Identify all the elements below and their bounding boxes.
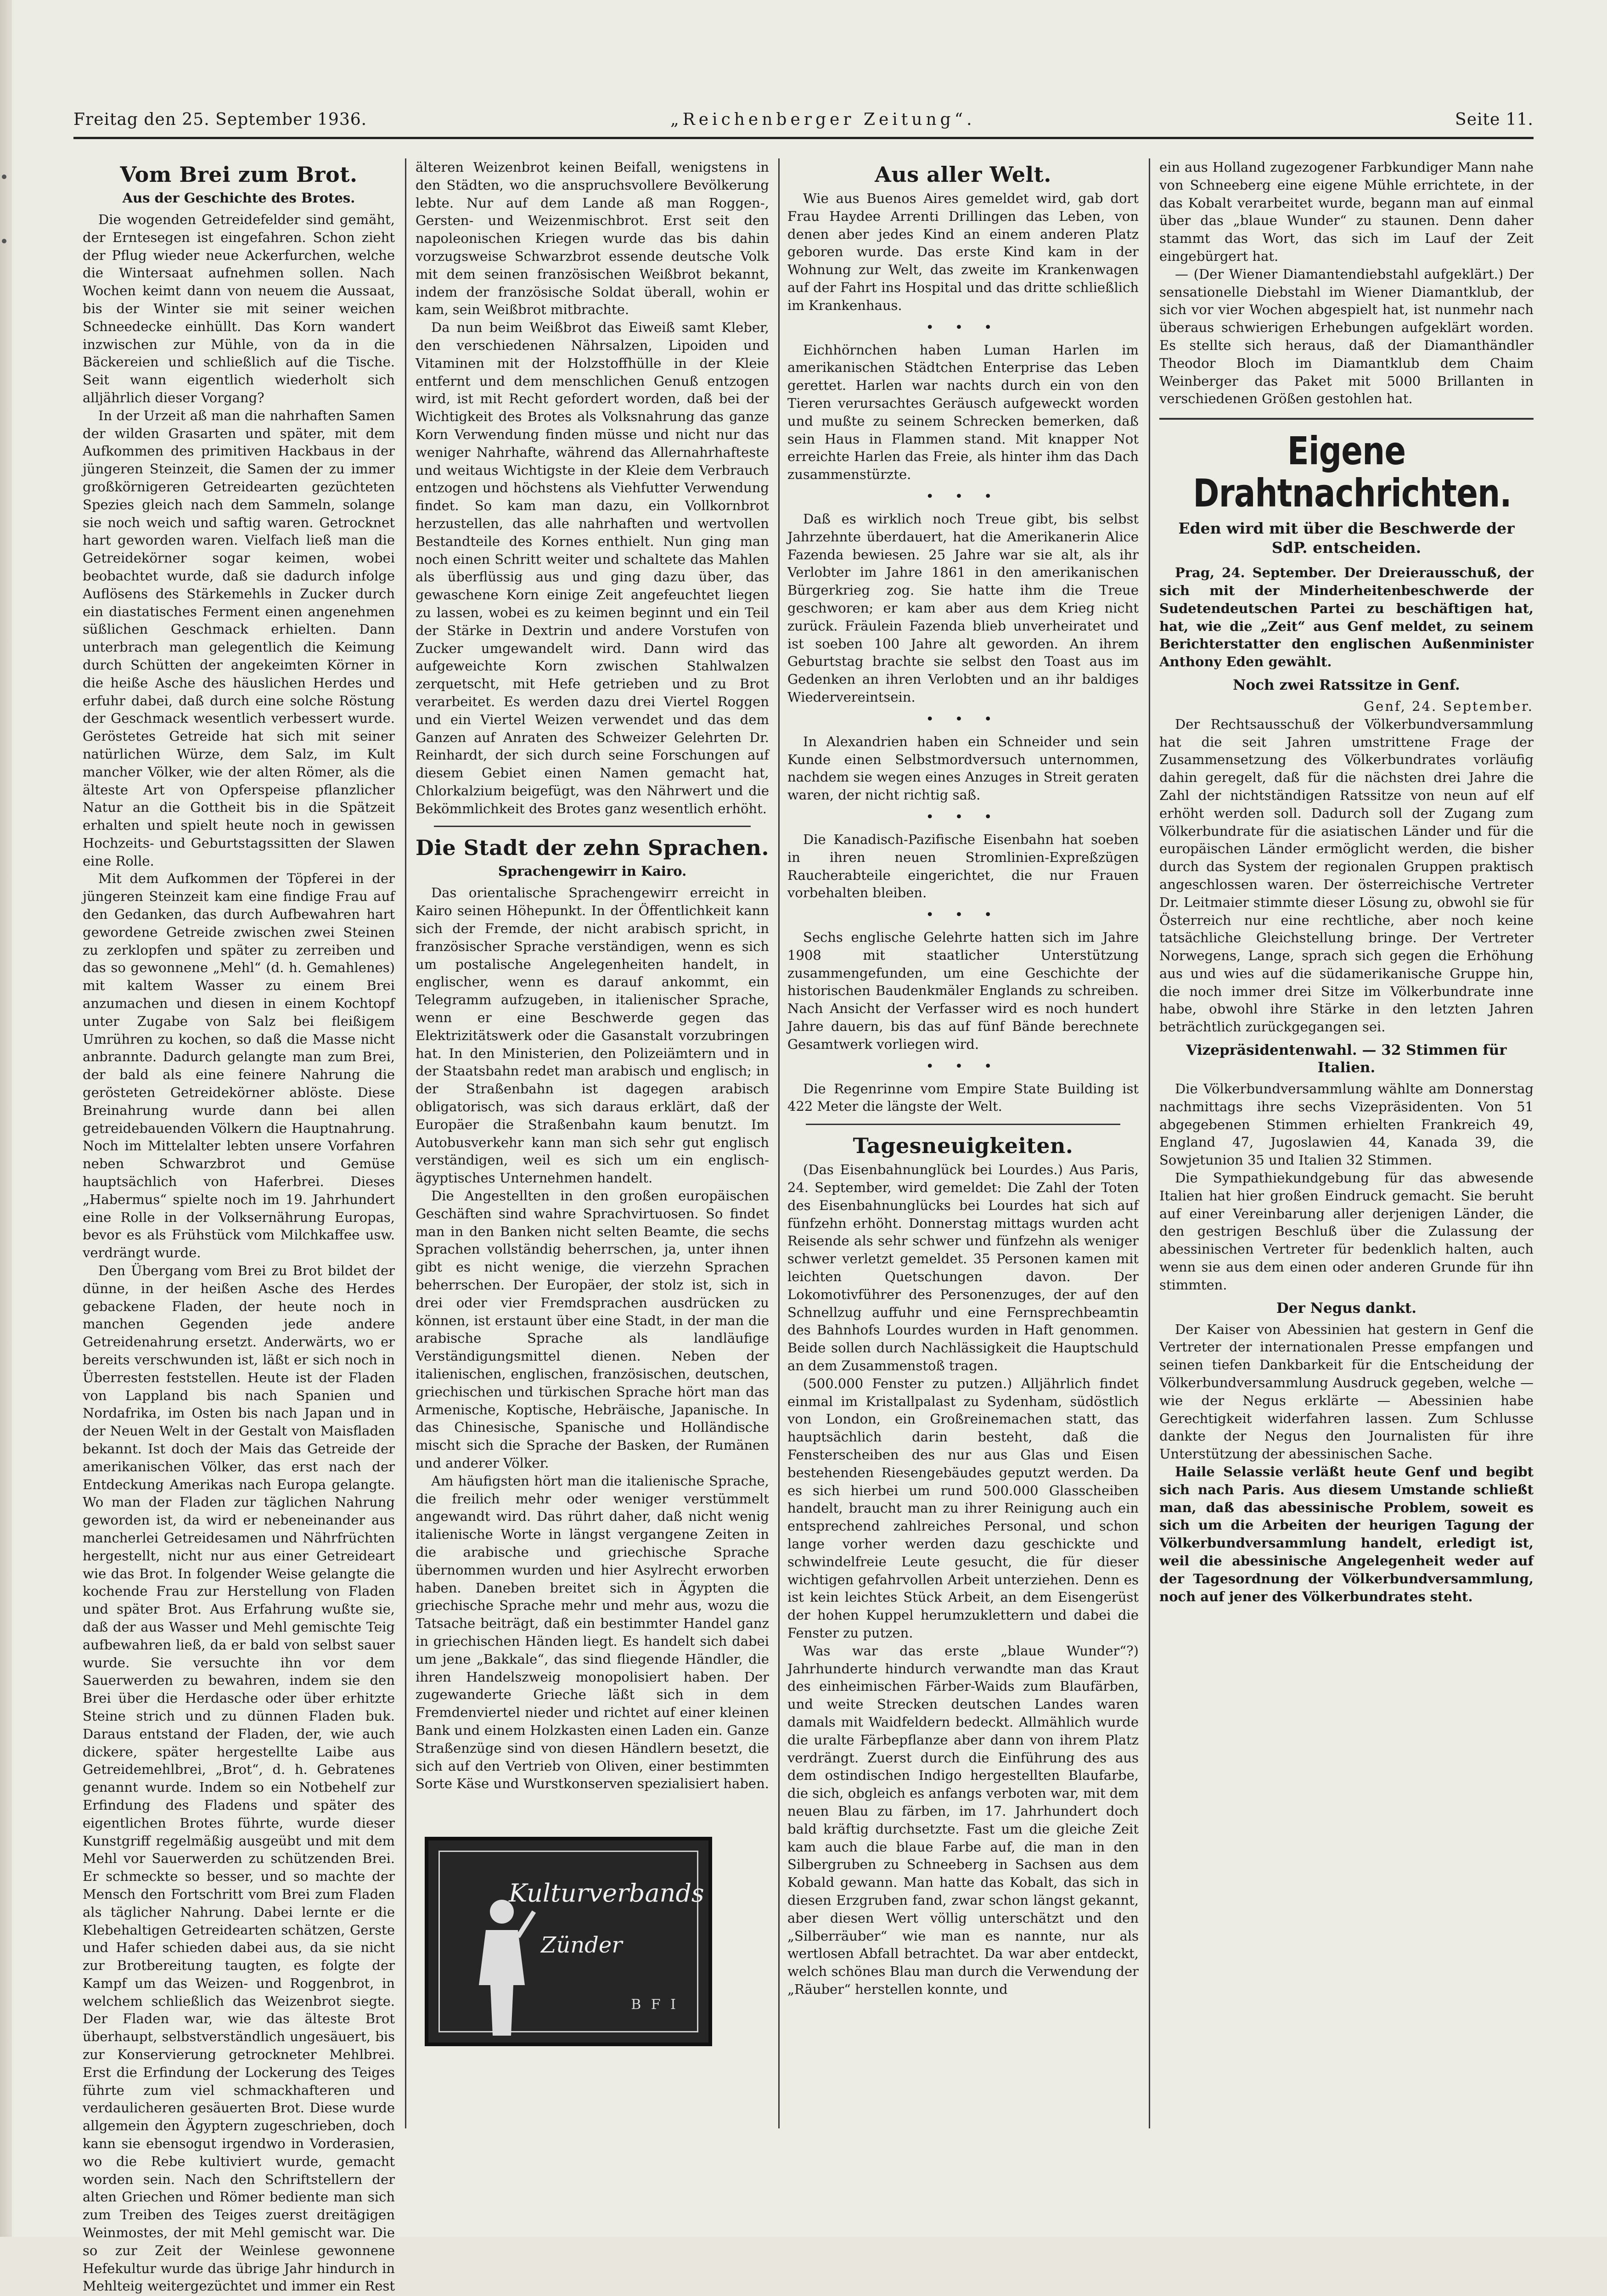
newspaper-name: „Reichenberger Zeitung“. bbox=[670, 110, 976, 129]
section-rule bbox=[434, 826, 751, 827]
paragraph: Die Sympathiekundgebung für das abwesende Italien hat hier großen Eindruck gemacht. Sie beruht auf einer Vereinbarung aller derjenigen Länder, die den gestrigen Beschluß über die Zulassung der abessinischen Vertreter für bedenklich halten, auch wenn sie aus dem einen oder anderen Grunde für ihn stimmten. bbox=[1159, 1170, 1534, 1293]
section-rule bbox=[806, 1124, 1120, 1125]
separator: • • • bbox=[926, 488, 1000, 505]
news-item: Wie aus Buenos Aires gemeldet wird, gab dort Frau Haydee Arrenti Drillingen das Leben, von denen aber jedes Kind an einem anderen Platz geboren wurde. Das erste Kind kam in der Wohnung zur Welt, das zweite im Krankenwagen auf der Fahrt ins Hospital und das dritte schließlich im Krankenhaus. bbox=[787, 191, 1139, 313]
paragraph: In der Urzeit aß man die nahrhaften Samen der wilden Grasarten und später, mit dem Aufkommen des primitiven Hackbaus in der jüngeren Steinzeit, die Samen der zu immer großkörnigeren Getreidearten gezüchteten Spezies gleich nach dem Sammeln, solange sie noch weich und saftig waren. Getrocknet hart geworden waren. Vielfach ließ man die Getreidekörner sogar keimen, wobei beobachtet wurde, daß sie dadurch infolge Auflösens des Stärkemehls in Zucker durch ein diastatisches Ferment einen angenehmen süßlichen Geschmack erhielten. Dann unterbrach man gelegentlich die Keimung durch Schütten der angekeimten Körner in die heiße Asche des häuslichen Herdes und erfuhr dabei, daß durch eine solche Röstung der Geschmack wesentlich verbessert wurde. Geröstetes Getreide hat sich mit seiner natürlichen Würze, dem Salz, im Kult mancher Völker, wie der alten Römer, als die älteste Art von Opferspeise pflanzlicher Natur an die Gottheit bis in die Spätzeit erhalten und spielt heute noch in gewissen Hochzeits- und Geburtstagssitten der Slawen eine Rolle. bbox=[83, 407, 395, 869]
header-rule bbox=[73, 137, 1534, 139]
column-1 bbox=[83, 158, 395, 2294]
section-headline: Eigene Drahtnachrichten. bbox=[1193, 428, 1511, 516]
paragraph: Die Angestellten in den großen europäischen Geschäften sind wahre Sprachvirtuosen. So findet man in den Banken nicht selten Beamte, die sechs Sprachen vollständig beherrschen, ja, unter ihnen gibt es nicht wenige, die vierzehn Sprachen beherrschen. Der Europäer, der stolz ist, sich in drei oder vier Fremdsprachen ausdrücken zu können, ist erstaunt über eine Stadt, in der man die arabische Sprache als landläufige Verständigungsmittel dienen. Neben der italienischen, englischen, französischen, deutschen, griechischen und türkischen Sprache hört man das Armenische, Koptische, Hebräische, Japanische. In das Chinesische, Spanische und Holländische mischt sich die Sprache der Basken, der Rumänen und anderer Völker. bbox=[416, 1188, 769, 1471]
paragraph: Den Übergang vom Brei zu Brot bildet der dünne, in der heißen Asche des Herdes gebackene Fladen, der heute noch in manchen Gegenden jede andere Getreidenahrung ersetzt. Anderwärts, wo er bereits verschwunden ist, läßt er sich noch in Überresten feststellen. Heute ist der Fladen von Lappland bis nach Spanien und Nordafrika, im Osten bis nach Japan und in der Neuen Welt in der Gestalt von Maisfladen bekannt. Ist doch der Mais das Getreide der amerikanischen Völker, das erst nach der Entdeckung Amerikas nach Europa gelangte. Wo man der Fladen zur täglichen Nahrung geworden ist, da wird er nebeneinander aus mancherlei Getreidesamen und Nährfrüchten hergestellt, nicht nur aus einer Getreideart wie das Brot. In folgender Weise gelangte die kochende Frau zur Herstellung von Fladen und später Brot. Aus Erfahrung wußte sie, daß der aus Wasser und Mehl gemischte Teig aufbewahren ließ, da er bald von selbst sauer wurde. Sie versuchte ihn vor dem Sauerwerden zu bewahren, indem sie den Brei über die Herdasche oder über erhitzte Steine strich und zu dünnen Fladen buk. Daraus entstand der Fladen, der, wie auch dickere, später hergestellte Laibe aus Getreidemehlbrei, „Brot“, d. h. Gebratenes genannt wurde. Indem so ein Notbehelf zur Erfindung des Fladens und später des eigentlichen Brotes führte, wurde dieser Kunstgriff regelmäßig ausgeübt und mit dem Mehl vor Sauerwerden zu schützenden Brei. Er schmeckte so besser, und so machte der Mensch den Fortschritt vom Brei zum Fladen als täglicher Nahrung. Dabei lernte er die Klebehaltigen Getreidearten schätzen, Gerste und Hafer schieden dabei aus, da sie nicht zur Brotbereitung taugten, es folgte der Kampf um das Weizen- und Roggenbrot, in welchem schließlich das Weizenbrot siegte. Der Fladen war, wie das älteste Brot überhaupt, selbstverständlich ungesäuert, bis zur Konservierung getrockneter Mehlbrei. Erst die Erfindung der Lockerung des Teiges führte zum viel schmackhafteren und verdaulicheren gesäuerten Brot. Diese wurde allgemein den Ägyptern zugeschrieben, doch kann sie ebensogut irgendwo in Vorderasien, wo die Rebe kultiviert wurde, gemacht worden sein. Nach den Schriftstellern der alten Griechen und Römer bediente man sich zum Treiben des Teiges zuerst dreitägigen Weinmostes, der mit Mehl gemischt war. Die so zur Zeit der Weinlese gewonnene Hefekultur wurde das übrige Jahr hindurch in Mehlteig weitergezüchtet und immer ein Rest bbox=[83, 1263, 395, 2294]
paragraph: Die wogenden Getreidefelder sind gemäht, der Erntesegen ist eingefahren. Schon zieht der Pflug wieder neue Ackerfurchen, welche die Wintersaat aufnehmen sollen. Nach Wochen keimt dann von neuem die Aussaat, bis der Winter sie mit seiner weichen Schneedecke einhüllt. Das Korn wandert inzwischen zur Mühle, von da in die Bäckereien und schließlich auf die Tische. Seit wann eigentlich wiederholt sich alljährlich dieser Vorgang? bbox=[83, 212, 395, 405]
paragraph: Da nun beim Weißbrot das Eiweiß samt Kleber, den verschiedenen Nährsalzen, Lipoiden und Vitaminen mit der Holzstoffhülle in der Kleie entfernt und dem menschlichen Genuß entzogen wird, ist mit Recht gefordert worden, daß bei der Wichtigkeit des Brotes als Volksnahrung das ganze Korn Verwendung finden müsse und nicht nur das weniger Nahrhafte, während das Allernahrhafteste und weitaus Wichtigste in der Kleie dem Verbrauch entzogen und höchstens als Viehfutter Verwendung findet. So kam man dazu, ein Vollkornbrot herzustellen, das alle nahrhaften und wertvollen Bestandteile des Kornes enthielt. Nun ging man noch einen Schritt weiter und schaltete das Mahlen als überflüssig aus und ging dazu über, das gewaschene Korn einige Zeit angefeuchtet liegen zu lassen, wobei es zu keimen beginnt und ein Teil der Stärke in Dextrin und andere Vorstufen von Zucker umgewandelt wird. Dann wird das aufgeweichte Korn zwischen Stahlwalzen zerquetscht, mit Hefe getrieben und zu Brot verarbeitet. Es werden dazu drei Viertel Roggen und ein Viertel Weizen verwendet und das dem Ganzen auf Anraten des Schweizer Gelehrten Dr. Reinhardt, der sich durch seine Forschungen auf diesem Gebiet einen Namen gemacht hat, Chlorkalzium beigefügt, was den Nährwert und die Bekömmlichkeit des Brotes ganz wesentlich erhöht. bbox=[416, 320, 769, 816]
news-item: Die Kanadisch-Pazifische Eisenbahn hat soeben in ihren neuen Stromlinien-Expreßzügen Raucherabteile eingerichtet, die nur Frauen vorbehalten bleiben. bbox=[787, 831, 1139, 901]
paragraph: — (Der Wiener Diamantendiebstahl aufgeklärt.) Der sensationelle Diebstahl im Wiener Diamantklub, der sich vor vier Wochen abgespielt hat, ist nunmehr nach überaus schwierigen Erhebungen aufgeklärt worden. Es stellte sich heraus, daß der Diamanthändler Theodor Bloch im Diamantklub dem Chaim Weinberger das Paket mit 5000 Brillanten in verschiedenen Größen gestohlen hat. bbox=[1159, 266, 1534, 407]
paragraph: Mit dem Aufkommen der Töpferei in der jüngeren Steinzeit kam eine findige Frau auf den Gedanken, das durch Aufbewahren hart gewordene Getreide zwischen zwei Steinen zu zerklopfen und später zu zerreiben und das so gewonnene „Mehl“ (d. h. Gemahlenes) mit kaltem Wasser zu einem Brei anzumachen und diesen in einem Kochtopf unter Zugabe von Salz bei fleißigem Umrühren zu kochen, so daß die Masse nicht anbrannte. Dadurch gelangte man zum Brei, der bald als eine feinere Nahrung die gerösteten Getreidekörner ablöste. Diese Breinahrung wurde dann bei allen getreidebauenden Völkern die Hauptnahrung. Noch im Mittelalter lebten unsere Vorfahren neben Schwarzbrot und Gemüse hauptsächlich von Haferbrei. Dieses „Habermus“ spielte noch im 19. Jahrhundert eine Rolle in der Volksernährung Europas, bevor es als Frühstück vom Milchkaffee usw. verdrängt wurde. bbox=[83, 871, 395, 1261]
advertisement bbox=[425, 1837, 712, 2046]
paragraph: Prag, 24. September. Der Dreierausschuß, der sich mit der Minderheitenbeschwerde der Sudetendeutschen Partei zu beschäftigen hat, hat, wie die „Zeit“ aus Genf meldet, zu seinem Berichterstatter den englischen Außenminister Anthony Eden gewählt. bbox=[1159, 565, 1534, 670]
article-title: Vizepräsidentenwahl. — 32 Stimmen für Italien. bbox=[1186, 1042, 1507, 1076]
paragraph: Das orientalische Sprachengewirr erreicht in Kairo seinen Höhepunkt. In der Öffentlichkeit kann sich der Fremde, der nicht arabisch spricht, in französischer Sprache verständigen, wenn es sich um postalische Angelegenheiten handelt, in englischer, wenn es darauf ankommt, ein Telegramm aufzugeben, in italienischer Sprache, wenn er eine Beschwerde gegen das Elektrizitätswerk oder die Gasanstalt vorzubringen hat. In den Ministerien, den Polizeiämtern und in der Staatsbahn redet man arabisch und englisch; in der Straßenbahn ist dagegen arabisch obligatorisch, was sich daraus erklärt, daß der Europäer die Straßenbahn kaum benutzt. Im Autobusverkehr kann man sich sehr gut englisch verständigen, weil es sich um ein englisch-ägyptisches Unternehmen handelt. bbox=[416, 885, 769, 1186]
news-item: Die Regenrinne vom Empire State Building ist 422 Meter die längste der Welt. bbox=[787, 1080, 1139, 1114]
article-subtitle: Eden wird mit über die Beschwerde der SdP. entscheiden. bbox=[1178, 519, 1515, 557]
article-title: Noch zwei Ratssitze in Genf. bbox=[1233, 676, 1460, 693]
news-item: In Alexandrien haben ein Schneider und sein Kunde einen Selbstmordversuch unternommen, nachdem sie wegen eines Anzuges in Streit geraten waren, der nicht richtig saß. bbox=[787, 733, 1139, 803]
paragraph: älteren Weizenbrot keinen Beifall, wenigstens in den Städten, wo die anspruchsvollere Bevölkerung lebte. Nur auf dem Lande aß man Roggen-, Gersten- und Weizenmischbrot. Erst seit den napoleonischen Kriegen wurde das bis dahin vorzugsweise Schwarzbrot essende deutsche Volk mit dem seinen französischen Weißbrot bekannt, indem der französische Soldat überall, wohin er kam, sein Weißbrot mitbrachte. bbox=[416, 159, 769, 318]
article-title: Vom Brei zum Brot. bbox=[120, 162, 358, 187]
news-item: Daß es wirklich noch Treue gibt, bis selbst Jahrzehnte überdauert, hat die Amerikanerin Alice Fazenda bewiesen. 25 Jahre war sie alt, als ihr Verlobter im Jahre 1861 in den amerikanischen Bürgerkrieg zog. Sie hatte ihm die Treue geschworen; er kam aber aus dem Krieg nicht zurück. Fräulein Fazenda blieb unverheiratet und ist soeben 100 Jahre alt geworden. An ihrem Geburtstag brachte sie selbst den Toast aus im Gedenken an ihren Verlobten und an ihr baldiges Wiedervereintsein. bbox=[787, 511, 1139, 705]
news-item: Eichhörnchen haben Luman Harlen im amerikanischen Städtchen Enterprise das Leben gerettet. Harlen war nachts durch ein von den Tieren verursachtes Geräusch aufgeweckt worden und mußte zu seinem Schrecken bemerken, daß sein Haus in Flammen stand. Mit knapper Not erreichte Harlen das Freie, als hinter ihm das Dach zusammenstürzte. bbox=[787, 342, 1139, 483]
ad-brand: B F I bbox=[631, 1997, 679, 2013]
column-divider bbox=[405, 158, 406, 2128]
page-number: Seite 11. bbox=[1455, 110, 1534, 129]
article-title: Der Negus dankt. bbox=[1276, 1300, 1417, 1317]
article-subtitle: Sprachengewirr in Kairo. bbox=[498, 863, 687, 879]
article-title: Aus aller Welt. bbox=[875, 162, 1051, 187]
paragraph: Am häufigsten hört man die italienische Sprache, die freilich mehr oder weniger verstümmelt angewandt wird. Das rührt daher, daß nicht wenig italienische Worte in längst vergangene Zeiten in die arabische und griechische Sprache übernommen wurden und hier Asylrecht erworben haben. Daneben breitet sich in Ägypten die griechische Sprache mehr und mehr aus, wozu die Tatsache beiträgt, daß ein bestimmter Handel ganz in griechischen Händen liegt. Es handelt sich dabei um jene „Bakkale“, das sind fliegende Händler, die ihren Handelszweig monopolisiert haben. Der zugewanderte Grieche läßt sich in dem Fremdenviertel nieder und richtet auf einer kleinen Bank und einem Holzkasten einen Laden ein. Ganze Straßenzüge sind von diesen Händlern besetzt, die sich auf den Vertrieb von Oliven, einer bestimmten Sorte Käse und Wurstkonserven spezialisiert haben. bbox=[416, 1473, 769, 1792]
masthead bbox=[73, 110, 1534, 138]
column-divider bbox=[1149, 158, 1150, 2128]
section-title: Tagesneuigkeiten. bbox=[853, 1133, 1073, 1159]
paragraph: ein aus Holland zugezogener Farbkundiger Mann nahe von Schneeberg eine eigene Mühle errichtete, in der das Kobalt verarbeitet wurde, begann man auf einmal über das „blaue Wunder“ zu staunen. Denn daher stammt das Wort, das sich im Lauf der Zeit eingebürgert hat. bbox=[1159, 159, 1534, 264]
binding-hole bbox=[2, 239, 6, 243]
column-2 bbox=[416, 158, 769, 1821]
ad-frame bbox=[438, 1851, 704, 2032]
dateline: Genf, 24. September. bbox=[1363, 698, 1534, 714]
article-subtitle: Aus der Geschichte des Brotes. bbox=[122, 190, 355, 206]
separator: • • • bbox=[926, 907, 1000, 923]
page-edge bbox=[0, 0, 12, 2237]
ad-subtitle: Zünder bbox=[541, 1932, 623, 1958]
section-rule bbox=[1159, 418, 1534, 420]
news-item: (500.000 Fenster zu putzen.) Alljährlich findet einmal im Kristallpalast zu Sydenham, südöstlich von London, ein Großreinemachen statt, das hauptsächlich darin besteht, daß die Fensterscheiben des nur aus Glas und Eisen bestehenden Riesengebäudes geputzt werden. Da es sich hierbei um rund 500.000 Glasscheiben handelt, braucht man zu ihrer Reinigung auch ein entsprechend zahlreiches Personal, und schon lange vorher werden dazu geschickte und schwindelfreie Leute gesucht, die für dieser wichtigen gefahrvollen Arbeit unterziehen. Denn es ist kein leichtes Stück Arbeit, an dem Eisengerüst der hohen Kuppel herumzuklettern und dabei die Fenster zu putzen. bbox=[787, 1375, 1139, 1641]
separator: • • • bbox=[926, 711, 1000, 727]
news-item: Sechs englische Gelehrte hatten sich im Jahre 1908 mit staatlicher Unterstützung zusammengefunden, um eine Geschichte der historischen Baudenkmäler Englands zu schreiben. Nach Ansicht der Verfasser wird es noch hundert Jahre dauern, bis das auf fünf Bände berechnete Gesamtwerk vorliegen wird. bbox=[787, 929, 1139, 1052]
column-divider bbox=[778, 158, 780, 2128]
column-3 bbox=[787, 158, 1139, 2133]
binding-hole bbox=[2, 174, 6, 179]
paragraph: Der Kaiser von Abessinien hat gestern in Genf die Vertreter der internationalen Presse empfangen und seinen tiefen Dankbarkeit für die Entscheidung der Völkerbundversammlung Ausdruck gegeben, welche — wie der Negus erklärte — Abessinien habe Gerechtigkeit widerfahren lassen. Zum Schlusse dankte der Negus den Journalisten für ihre Unterstützung der abessinischen Sache. bbox=[1159, 1321, 1534, 1462]
issue-date: Freitag den 25. September 1936. bbox=[73, 110, 367, 129]
separator: • • • bbox=[926, 809, 1000, 825]
paragraph: Der Rechtsausschuß der Völkerbundversammlung hat die seit Jahren umstrittene Frage der Zusammensetzung des Völkerbundrates vorläufig dahin geregelt, daß für die nächsten drei Jahre die Zahl der nichtständigen Ratssitze von neun auf elf erhöht werden soll. Dadurch soll der Zugang zum Völkerbundrate für die asiatischen Länder und für die europäischen Länder ermöglicht werden, die bisher durch das System der regionalen Gruppen praktisch angeschlossen waren. Der österreichische Vertreter Dr. Leitmaier stimmte dieser Lösung zu, obwohl sie für Österreich nur eine rechtliche, aber noch keine tatsächliche Gleichstellung bringe. Der Vertreter Norwegens, Lange, sprach sich gegen die Erhöhung aus und wies auf die südamerikanische Gruppe hin, die noch immer drei Sitze im Völkerbundrate inne habe, obwohl ihre Stärke in den letzten Jahren beträchtlich zurückgegangen sei. bbox=[1159, 716, 1534, 1035]
column-4 bbox=[1159, 158, 1534, 2133]
figure-icon bbox=[467, 1893, 536, 2040]
news-item: (Das Eisenbahnunglück bei Lourdes.) Aus Paris, 24. September, wird gemeldet: Die Zahl der Toten des Eisenbahnunglücks bei Lourdes hat sich auf fünfzehn erhöht. Donnerstag mittags wurden acht Reisende als sehr schwer und fünfzehn als weniger schwer verletzt gemeldet. 35 Personen kamen mit leichten Quetschungen davon. Der Lokomotivführer des Personenzuges, der auf den Schnellzug auffuhr und eine Fernsprechbeamtin des Bahnhofs Lourdes wurden in Haft genommen. Beide sollen durch Nachlässigkeit die Hauptschuld an dem Zusammenstoß tragen. bbox=[787, 1162, 1139, 1374]
article-title: Die Stadt der zehn Sprachen. bbox=[416, 835, 769, 861]
news-item: Was war das erste „blaue Wunder“?) Jahrhunderte hindurch verwandte man das Kraut des einheimischen Färber-Waids zum Blaufärben, und weite Strecken deutschen Landes waren damals mit Waidfeldern bedeckt. Allmählich wurde die uralte Färbepflanze aber dann von ihrem Platz verdrängt. Zuerst durch die Einführung des aus dem ostindischen Indigo hergestellten Blaufarbe, die sich, obgleich es anfangs verboten war, mit dem neuen Blau zu färben, im 17. Jahrhundert doch bald kräftig durchsetzte. Fast um die gleiche Zeit kam auch die blaue Farbe auf, die man in den Silbergruben zu Schneeberg in Sachsen aus dem Kobald gewann. Man hatte das Kobalt, das sich in diesen Erzgruben fand, zwar schon längst gekannt, aber diesen Wert völlig unterschätzt und den „Silberräuber“ wie man es nannte, nur als wertlosen Abfall betrachtet. Da war aber entdeckt, welch schönes Blau man durch die Verwendung der „Räuber“ herstellen konnte, und bbox=[787, 1643, 1139, 1997]
separator: • • • bbox=[926, 1058, 1000, 1075]
ad-title: Kulturverbands bbox=[509, 1879, 704, 1908]
paragraph: Haile Selassie verläßt heute Genf und begibt sich nach Paris. Aus diesem Umstande schließt man, daß das abessinische Problem, soweit es sich um die Arbeiten der heurigen Tagung der Völkerbundversammlung handelt, erledigt ist, weil die abessinische Angelegenheit weder auf der Tagesordnung der Völkerbundversammlung, noch auf jener des Völkerbundrates steht. bbox=[1159, 1464, 1534, 1604]
separator: • • • bbox=[926, 319, 1000, 336]
paragraph: Die Völkerbundversammlung wählte am Donnerstag nachmittags ihre sechs Vizepräsidenten. Von 51 abgegebenen Stimmen erhielten Frankreich 49, England 47, Jugoslawien 44, Kanada 39, die Sowjetunion 35 und Italien 32 Stimmen. bbox=[1159, 1081, 1534, 1168]
